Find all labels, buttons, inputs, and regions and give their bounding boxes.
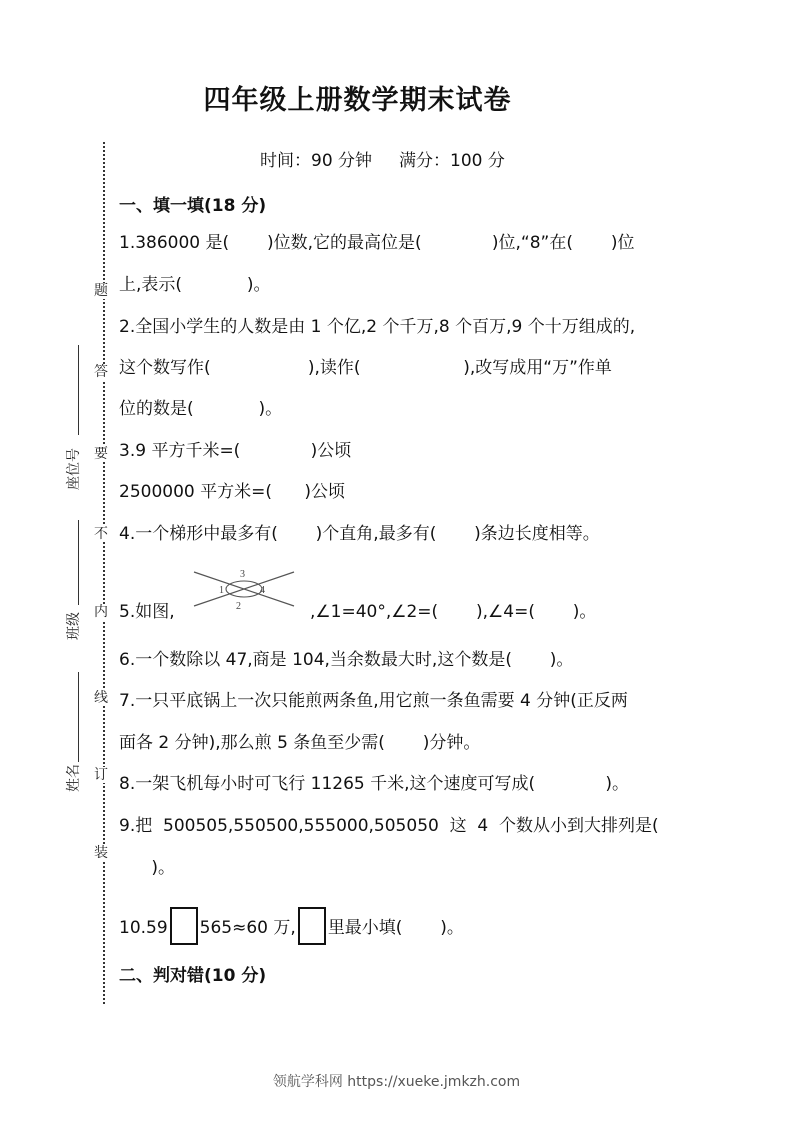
exam-time-score: 时间：90 分钟 满分：100 分 [260, 151, 505, 171]
question-5-suffix: ,∠1=40°,∠2=( ),∠4=( )。 [310, 602, 597, 622]
question-4: 4.一个梯形中最多有( )个直角,最多有( )条边长度相等。 [119, 524, 600, 544]
question-2-line-2: 这个数写作( ),读作( ),改写成用“万”作单 [119, 358, 612, 378]
section-heading: 一、填一填(18 分) [119, 196, 267, 216]
footer-watermark: 领航学科网 https://xueke.jmkzh.com [272, 1074, 521, 1090]
question-10 [119, 909, 464, 947]
question-3-line-1: 3.9 平方千米=( )公顷 [119, 441, 352, 461]
name-label: 姓名 [66, 764, 82, 792]
question-1-line-1: 1.386000 是( )位数,它的最高位是( )位,“8”在( )位 [119, 233, 635, 253]
name-blank [78, 672, 79, 762]
question-2-line-3: 位的数是( )。 [119, 399, 283, 419]
question-10-part-3: 里最小填( )。 [327, 918, 464, 938]
question-3-line-2: 2500000 平方米=( )公顷 [119, 482, 346, 502]
binding-char: 装 [94, 845, 108, 861]
question-9-line-1: 9.把 500505,550500,555000,505050 这 4 个数从小到大排列是( [119, 816, 659, 836]
binding-char: 线 [94, 690, 108, 706]
question-2-line-1: 2.全国小学生的人数是由 1 个亿,2 个千万,8 个百万,9 个十万组成的, [119, 317, 636, 337]
question-8: 8.一架飞机每小时可飞行 11265 千米,这个速度可写成( )。 [119, 774, 630, 794]
binding-char: 题 [94, 283, 108, 299]
class-label: 班级 [66, 612, 82, 640]
figure-label-1: 1 [219, 585, 224, 596]
binding-char: 内 [94, 604, 108, 620]
question-10-part-2: 565≈60 万, [199, 918, 296, 938]
question-7-line-2: 面各 2 分钟),那么煎 5 条鱼至少需( )分钟。 [119, 733, 481, 753]
binding-char: 答 [94, 364, 108, 380]
binding-char: 订 [94, 767, 108, 783]
seat-number-blank [78, 345, 79, 435]
figure-label-2: 2 [236, 601, 241, 612]
question-1-line-2: 上,表示( )。 [119, 275, 271, 295]
figure-label-4: 4 [260, 585, 265, 596]
question-9-line-2: )。 [119, 858, 176, 878]
question-10-part-1: 10.59 [119, 918, 168, 938]
seat-number-label: 座位号 [66, 448, 82, 490]
section-heading: 二、判对错(10 分) [119, 966, 267, 986]
binding-char: 不 [94, 526, 108, 542]
exam-title: 四年级上册数学期末试卷 [203, 85, 512, 116]
class-blank [78, 520, 79, 605]
question-5-prefix: 5.如图, [119, 602, 175, 622]
answer-box-reference [298, 907, 326, 945]
angle-figure [192, 566, 296, 612]
binding-char: 要 [94, 446, 108, 462]
question-7-line-1: 7.一只平底锅上一次只能煎两条鱼,用它煎一条鱼需要 4 分钟(正反两 [119, 691, 628, 711]
binding-dotted-line [103, 142, 105, 1004]
question-6: 6.一个数除以 47,商是 104,当余数最大时,这个数是( )。 [119, 650, 574, 670]
answer-box[interactable] [170, 907, 198, 945]
figure-label-3: 3 [240, 569, 245, 580]
